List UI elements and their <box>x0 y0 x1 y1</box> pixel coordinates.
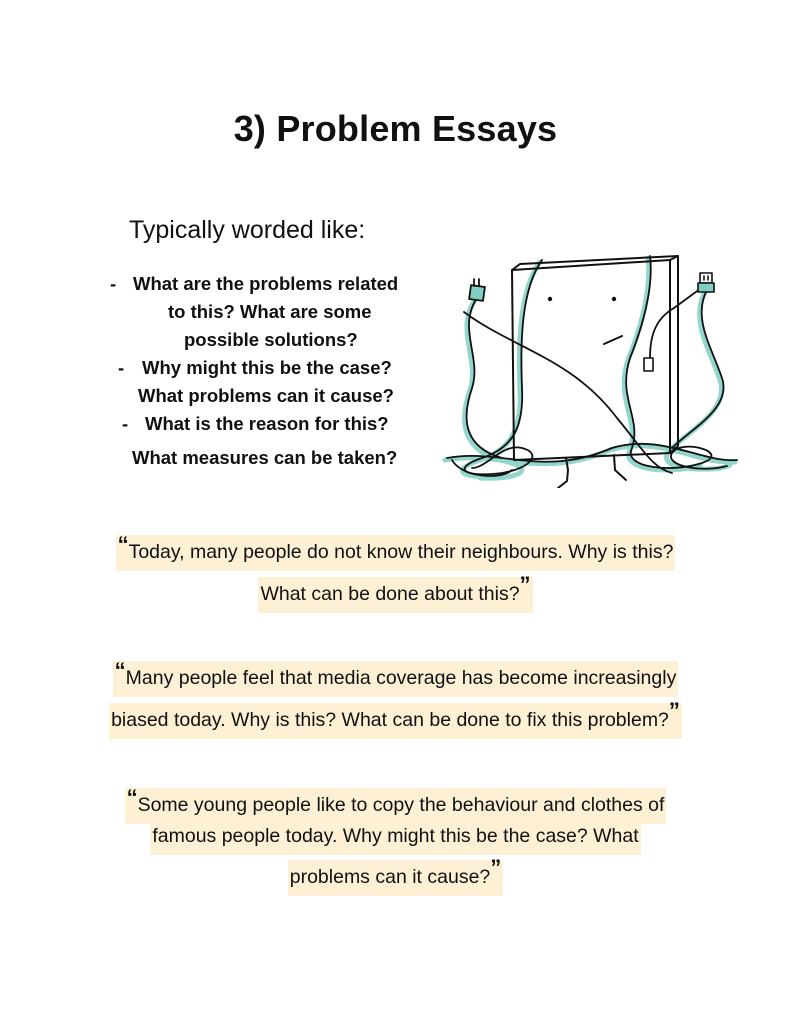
example-3-line-1: Some young people like to copy the behaviour and clothes of <box>137 794 665 816</box>
open-quote-mark: “ <box>114 658 126 683</box>
bullet-1-line-3: possible solutions? <box>184 329 358 350</box>
page-title: 3) Problem Essays <box>233 108 558 149</box>
bullet-3-line-1: What is the reason for this? <box>145 413 389 434</box>
bullet-marker: - <box>110 273 117 294</box>
close-quote-mark: ” <box>490 855 502 880</box>
bullet-marker: - <box>122 413 129 434</box>
example-2-line-2: biased today. Why is this? What can be done to fix this problem? <box>111 709 669 731</box>
bullet-marker: - <box>118 357 125 378</box>
bullet-2-line-1: Why might this be the case? <box>142 357 392 378</box>
example-2-line-1: Many people feel that media coverage has become increasingly <box>125 667 677 689</box>
bullet-3-line-2: What measures can be taken? <box>132 447 398 468</box>
open-quote-mark: “ <box>126 785 138 810</box>
close-quote-mark: ” <box>519 572 531 597</box>
bullet-2-line-2: What problems can it cause? <box>138 385 394 406</box>
example-3-line-2: famous people today. Why might this be the case? What <box>152 825 639 847</box>
bullet-1-line-1: What are the problems related <box>133 273 399 294</box>
open-quote-mark: “ <box>117 532 129 557</box>
tangled-cables-monitor-illustration <box>442 248 742 488</box>
bullet-1-line-2: to this? What are some <box>168 301 372 322</box>
example-1-line-1: Today, many people do not know their neighbours. Why is this? <box>128 541 674 563</box>
close-quote-mark: ” <box>668 698 680 723</box>
example-1-line-2: What can be done about this? <box>260 583 520 605</box>
subtitle: Typically worded like: <box>129 216 366 244</box>
example-3-line-3: problems can it cause? <box>289 866 491 888</box>
